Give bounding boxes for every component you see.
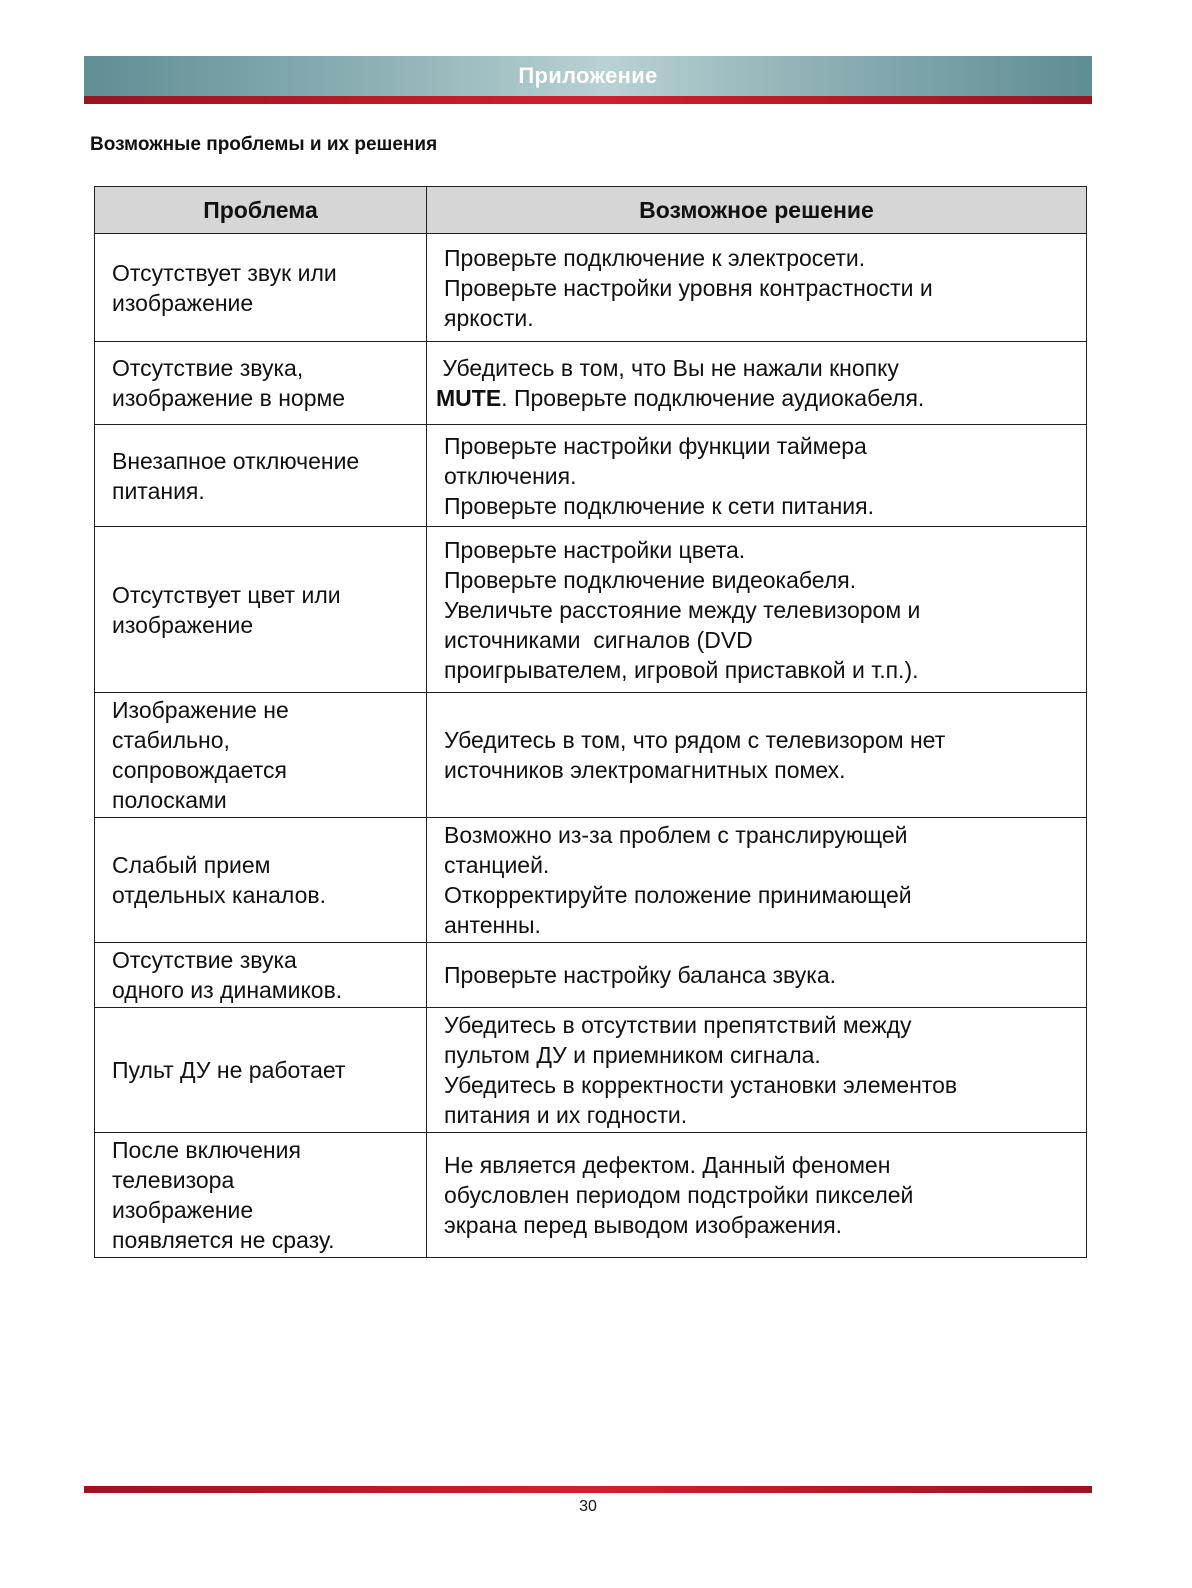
solution-cell: [427, 693, 1087, 818]
problem-text: полосками: [112, 787, 227, 813]
problem-text: одного из динамиков.: [112, 977, 343, 1003]
solution-cell: [427, 342, 1087, 425]
problem-text: Отсутствие звука: [112, 947, 297, 973]
problem-cell: [95, 425, 427, 527]
problem-text: стабильно,: [112, 727, 230, 753]
solution-text: антенны.: [444, 912, 541, 938]
page-header-title: Приложение: [518, 63, 658, 88]
problem-text: Отсутствует цвет или: [112, 581, 341, 608]
table-row: [95, 693, 1087, 818]
table-row: [95, 342, 1087, 425]
table-row: [95, 425, 1087, 527]
problem-text: отдельных каналов.: [112, 882, 326, 908]
problem-text: изображение: [112, 1197, 254, 1223]
solution-text: станцией.: [444, 852, 550, 878]
solution-text: Проверьте настройку баланса звука.: [444, 962, 837, 988]
solution-text: обусловлен периодом подстройки пикселей: [444, 1182, 914, 1208]
problem-cell: [95, 234, 427, 342]
header-band: [84, 56, 1092, 96]
solution-text: Убедитесь в том, что рядом с телевизором нет: [444, 727, 946, 753]
solution-text: Проверьте подключение видеокабеля.: [444, 566, 857, 593]
solution-cell: [427, 1133, 1087, 1258]
problem-text: изображение: [112, 289, 254, 316]
solution-text: пультом ДУ и приемником сигнала.: [444, 1042, 821, 1068]
solution-text: отключения.: [444, 462, 577, 489]
table-row: [95, 1008, 1087, 1133]
problem-text: Отсутствует звук или: [112, 259, 337, 286]
problem-text: питания.: [112, 477, 205, 504]
problem-cell: [95, 818, 427, 943]
problem-text: Отсутствие звука,: [112, 355, 304, 381]
solution-cell: [427, 818, 1087, 943]
solution-text: Убедитесь в корректности установки элементов: [444, 1072, 958, 1098]
solution-text: источниками сигналов (DVD: [444, 626, 753, 653]
solution-text: проигрывателем, игровой приставкой и т.п.).: [444, 656, 919, 683]
solution-text: Не является дефектом. Данный феномен: [444, 1152, 891, 1178]
problem-cell: [95, 527, 427, 693]
problem-cell: [95, 342, 427, 425]
table-row: [95, 234, 1087, 342]
solution-column-header: Возможное решение: [427, 187, 1087, 234]
solution-text: . Проверьте подключение аудиокабеля.: [501, 385, 925, 411]
solution-text: Проверьте настройки цвета.: [444, 536, 746, 563]
problem-text: сопровождается: [112, 757, 287, 783]
section-title: Возможные проблемы и их решения: [90, 134, 438, 155]
problem-text: изображение: [112, 611, 254, 638]
problem-text: После включения: [112, 1137, 301, 1163]
solution-text: яркости.: [444, 304, 534, 331]
problem-text: изображение в норме: [112, 385, 346, 411]
problem-text: Изображение не: [112, 697, 289, 723]
solution-text: Проверьте настройки функции таймера: [444, 432, 867, 459]
solution-text: Проверьте настройки уровня контрастности и: [444, 274, 933, 301]
problem-cell: [95, 943, 427, 1008]
solution-text: Увеличьте расстояние между телевизором и: [444, 596, 921, 623]
problem-text: телевизора: [112, 1167, 235, 1193]
problem-text: Слабый прием: [112, 852, 271, 878]
problem-cell: [95, 1133, 427, 1258]
problem-text: появляется не сразу.: [112, 1227, 335, 1253]
solution-text: Убедитесь в отсутствии препятствий между: [444, 1012, 912, 1038]
header-red-rule: [84, 96, 1092, 104]
solution-cell: [427, 943, 1087, 1008]
solution-text: Проверьте подключение к сети питания.: [444, 492, 874, 519]
solution-text: Проверьте подключение к электросети.: [444, 244, 866, 271]
table-row: [95, 818, 1087, 943]
table-header-row: [95, 187, 1087, 234]
problem-text: Внезапное отключение: [112, 447, 360, 474]
solution-cell: [427, 527, 1087, 693]
solution-text: источников электромагнитных помех.: [444, 757, 846, 783]
mute-keyword: MUTE: [436, 385, 502, 411]
solution-text: Убедитесь в том, что Вы не нажали кнопку: [436, 355, 899, 381]
solution-text: питания и их годности.: [444, 1102, 688, 1128]
page-number: 30: [579, 1498, 597, 1515]
table-row: [95, 943, 1087, 1008]
solution-text: экрана перед выводом изображения.: [444, 1212, 843, 1238]
problem-column-header: Проблема: [95, 187, 427, 234]
solution-cell: [427, 1008, 1087, 1133]
solution-text: Возможно из-за проблем с транслирующей: [444, 822, 908, 848]
table-row: [95, 1133, 1087, 1258]
problem-cell: [95, 693, 427, 818]
problem-text: Пульт ДУ не работает: [112, 1057, 346, 1083]
problem-cell: [95, 1008, 427, 1133]
solution-cell: [427, 234, 1087, 342]
footer-red-rule: [84, 1486, 1092, 1493]
troubleshooting-table: [94, 186, 1087, 1258]
solution-cell: [427, 425, 1087, 527]
solution-text-line: [436, 383, 1076, 413]
solution-text: Откорректируйте положение принимающей: [444, 882, 912, 908]
table-row: [95, 527, 1087, 693]
